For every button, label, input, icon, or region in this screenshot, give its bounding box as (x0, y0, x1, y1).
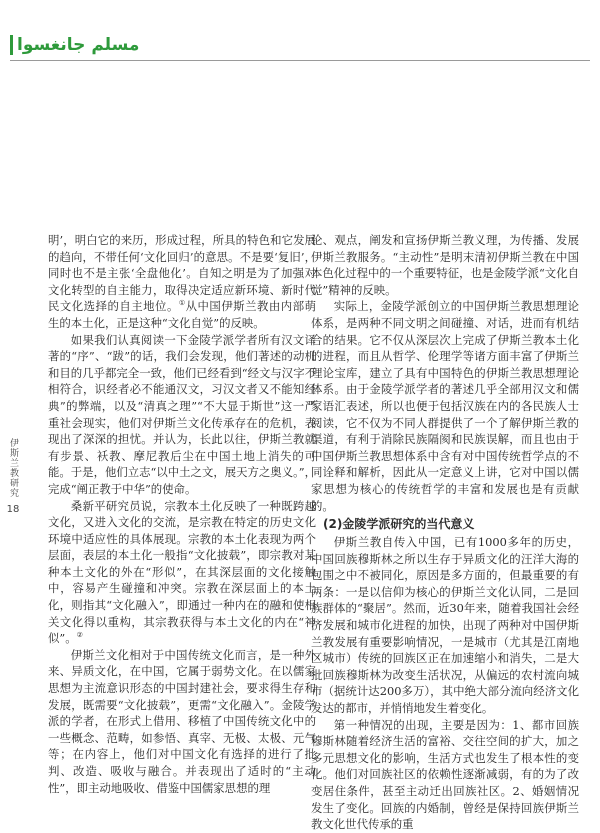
masthead (10, 34, 139, 56)
footnote-marker: ① (178, 299, 186, 308)
paragraph: 论、观点，阐发和宣扬伊斯兰教义理，为传播、发展伊斯兰教服务。“主动性”是明末清初伊斯兰教在中国本色化过程中的一个重要特征，也是金陵学派“文化自觉”精神的反映。 (311, 233, 579, 297)
journal-name: 伊斯兰教研究 (8, 438, 18, 498)
side-label (6, 438, 20, 515)
paragraph: 如果我们认真阅读一下金陵学派学者所有汉文译著的“序”、“跋”的话，我们会发现，他们著述的动机和目的几乎都完全一致，他们已经看到“经文与汉字不相符合，识经者必不能通汉文，习汉文者又不能知经典”的弊端，以及“清真之理”“不大显于斯世”这一严重社会现实，他们对伊斯兰文化传承存在的危机，表现出了深深的担忧。并认为，长此以往，伊斯兰教就有步景、袄教、摩尼教后尘在中国土地上消失的可能。于是，他们立志“以中土之文，展天方之奥义。”，完成“阐正教于中华”的使命。 (48, 332, 316, 496)
footnote-marker: ② (76, 631, 83, 640)
page-number: 18 (6, 504, 20, 515)
left-column (48, 232, 316, 796)
right-column (311, 232, 579, 833)
masthead-title: مسلم جانغسوا (17, 35, 140, 55)
paragraph: 桑新平研究员说，宗教本土化反映了一种既跨越文化，又进入文化的交流，是宗教在特定的历史文化环境中适应性的具体展现。宗教的本土化表现为两个层面，表层的本土化一般指“文化披载”，即宗教对某种本土文化的外在“形似”，在其深层面的文化接触中，容易产生碰撞和冲突。宗教在深层面上的本土化，则指其“文化融入”，即通过一种内在的融和使相关文化得以重构，其宗教获得与本土文化的内在“神似”。② (48, 498, 316, 646)
paragraph: 实际上，金陵学派创立的中国伊斯兰教思想理论体系，是两种不同文明之间碰撞、对话，进而有机结合的结果。它不仅从深层次上完成了伊斯兰教本土化的进程，而且从哲学、伦理学等诸方面丰富了伊斯兰理论宝库，建立了具有中国特色的伊斯兰教思想理论体系。由于金陵学派学者的著述几乎全部用汉文和儒家语汇表述，所以也便于包括汉族在内的各民族人士阅读，它不仅为不同人群提供了一个了解伊斯兰教的渠道，有利于消除民族隔阂和民族误解，而且也由于中国伊斯兰教思想体系中含有对中国传统哲学点的不同诠释和解析，因此从一定意义上讲，它对中国以儒家思想为核心的传统哲学的丰富和发展也是有贡献的。 (311, 299, 579, 513)
paragraph: 伊斯兰文化相对于中国传统文化而言，是一种外来、异质文化，在中国，它属于弱势文化。在以儒家思想为主流意识形态的中国封建社会，要求得生存和发展，既需要“文化披载”，更需“文化融入”。金陵学派的学者，在形式上借用、移植了中国传统文化中的一些概念、范畴，如参悟、真宰、无极、太极、元气等；在内容上，他们对中国文化有选择的进行了批判、改造、吸收与融合。并表现出了适时的“主动性”，即主动地吸收、借鉴中国儒家思想的理 (48, 647, 316, 795)
paragraph: 第一种情况的出现，主要是因为：1、都市回族穆斯林随着经济生活的富裕、交往空间的扩大，加之多元思想文化的影响，生活方式也发生了根本性的变化。他们对回族社区的依赖性逐渐减弱，有的为了改变居住条件，甚至主动迁出回族社区。2、婚姻情况发生了变化。回族的内婚制，曾经是保持回族伊斯兰教文化世代传承的重 (311, 717, 579, 832)
masthead-bar (10, 35, 13, 55)
section-heading: (2)金陵学派研究的当代意义 (323, 517, 475, 532)
masthead-rule (10, 60, 590, 61)
paragraph: 明’，明白它的来历，形成过程，所具的特色和它发展的趋向，不带任何‘文化回归’的意思。不是要‘复旧’，同时也不是主张‘全盘他化’。自知之明是为了加强对文化转型的自主能力，取得决定适应新环境、新时代民文化选择的自主地位。①从中国伊斯兰教由内部萌生的本土化，正是这种“文化自觉”的反映。 (48, 233, 316, 330)
paragraph: 伊斯兰教自传入中国，已有1000多年的历史，中国回族穆斯林之所以生存于异质文化的汪洋大海的包围之中不被同化，原因是多方面的，但最重要的有两条：一是以信仰为核心的伊斯兰文化认同，二是回族群体的“聚居”。然而，近30年来，随着我国社会经济发展和城市化进程的加快，出现了两种对中国伊斯兰教发展有重要影响情况，一是城市（尤其是江南地区城市）传统的回族区正在加速缩小和消失，二是大批回族穆斯林为改变生活状况，从偏远的农村流向城市（据统计达200多万），其中绝大部分流向经济文化发达的都市，并悄悄地发生着变化。 (311, 535, 579, 716)
